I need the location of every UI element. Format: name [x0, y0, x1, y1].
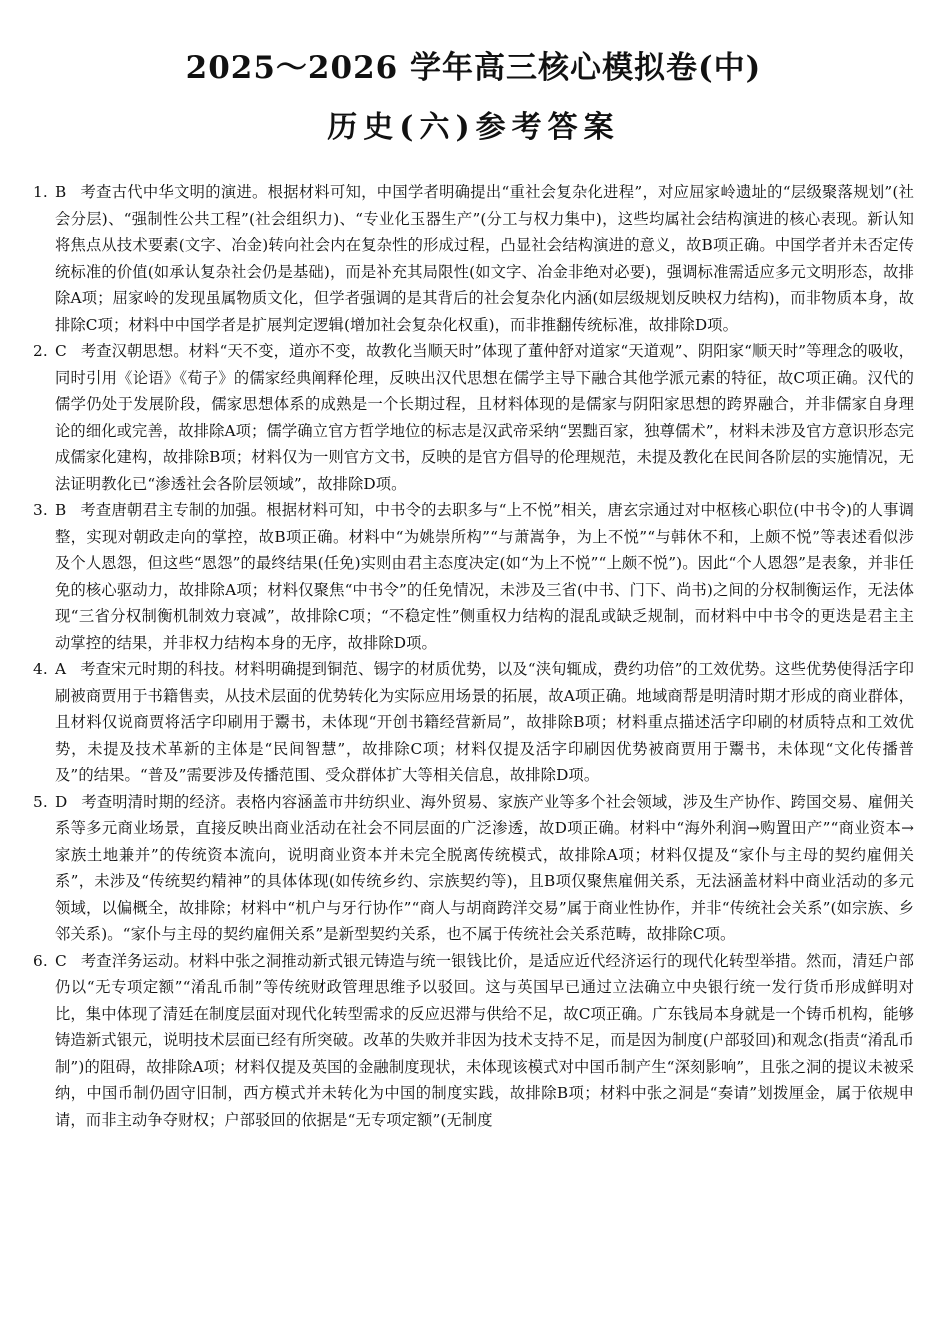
answer-explanation: 考查汉朝思想。材料“天不变，道亦不变，故教化当顺天时”体现了董仲舒对道家“天道观”、阴阳家“顺天时”等理念的吸收，同时引用《论语》《荀子》的儒家经典阐释伦理，反映出汉代思想在儒学主导下融合其他学派元素的特征，故C项正确。汉代的儒学仍处于发展阶段，儒家思想体系的成熟是一个长期过程，且材料体现的是儒家与阴阳家思想的跨界融合，并非儒家自身理论的细化或完善，故排除A项；儒学确立官方哲学地位的标志是汉武帝采纳“罢黜百家，独尊儒术”，材料未涉及官方意识形态完成儒家化建构，故排除B项；材料仅为一则官方文书，反映的是官方倡导的伦理规范，未提及教化在民间各阶层的实施情况，无法证明教化已“渗透社会各阶层领域”，故排除D项。: [55, 342, 914, 493]
question-number: 6.: [33, 951, 48, 970]
question-number: 2.: [33, 342, 48, 360]
question-number: 4.: [33, 660, 48, 678]
document-subtitle: 历史(六)参考答案: [327, 110, 620, 145]
answer-choice: A: [55, 660, 67, 678]
answer-choice: B: [55, 501, 67, 519]
question-number: 3.: [33, 501, 48, 519]
answer-item-4: [33, 656, 914, 789]
answer-choice: D: [55, 792, 68, 811]
question-number: 5.: [33, 792, 48, 811]
answer-explanation: 考查洋务运动。材料中张之洞推动新式银元铸造与统一银钱比价，是适应近代经济运行的现代化转型举措。然而，清廷户部仍以“无专项定额”“淆乱币制”等传统财政管理思维予以驳回。这与英国早已通过立法确立中央银行统一发行货币形成鲜明对比，集中体现了清廷在制度层面对现代化转型需求的反应迟滞与供给不足，故C项正确。广东钱局本身就是一个铸币机构，能够铸造新式银元，说明技术层面已经有所突破。改革的失败并非因为技术支持不足，而是因为制度(户部驳回)和观念(指责“淆乱币制”)的阻碍，故排除A项；材料仅提及英国的金融制度现状，未体现该模式对中国币制产生“深刻影响”，且张之洞的提议未被采纳，中国币制仍固守旧制，西方模式并未转化为中国的制度实践，故排除B项；材料中张之洞是“奏请”划拨厘金，属于依规申请，而非主动争夺财权；户部驳回的依据是“无专项定额”(无制度: [55, 951, 914, 1129]
answer-choice: C: [55, 342, 67, 360]
answer-explanation: 考查宋元时期的科技。材料明确提到铜范、锡字的材质优势，以及“浃旬辄成，费约功倍”的工效优势。这些优势使得活字印刷被商贾用于书籍售卖，从技术层面的优势转化为实际应用场景的拓展，故A项正确。地域商帮是明清时期才形成的商业群体，且材料仅说商贾将活字印刷用于鬻书，未体现“开创书籍经营新局”，故排除B项；材料重点描述活字印刷的材质特点和工效优势，未提及技术革新的主体是“民间智慧”，故排除C项；材料仅提及活字印刷因优势被商贾用于鬻书，未体现“文化传播普及”的结果。“普及”需要涉及传播范围、受众群体扩大等相关信息，故排除D项。: [55, 660, 914, 784]
answer-explanation: 考查明清时期的经济。表格内容涵盖市井纺织业、海外贸易、家族产业等多个社会领域，涉及生产协作、跨国交易、雇佣关系等多元商业场景，直接反映出商业活动在社会不同层面的广泛渗透，故D项正确。材料中“海外利润→购置田产”“商业资本→家族土地兼并”的传统资本流向，说明商业资本并未完全脱离传统模式，故排除A项；材料仅提及“家仆与主母的契约雇佣关系”，未涉及“传统契约精神”的具体体现(如传统乡约、宗族契约等)，且B项仅聚焦雇佣关系，无法涵盖材料中商业活动的多元领域，以偏概全，故排除；材料中“机户与牙行协作”“商人与胡商跨洋交易”属于商业性协作，并非“传统社会关系”(如宗族、乡邻关系)。“家仆与主母的契约雇佣关系”是新型契约关系，也不属于传统社会关系范畴，故排除C项。: [55, 792, 914, 943]
answer-explanation: 考查唐朝君主专制的加强。根据材料可知，中书令的去职多与“上不悦”相关，唐玄宗通过对中枢核心职位(中书令)的人事调整，实现对朝政走向的掌控，故B项正确。材料中“为姚崇所构”“与萧嵩争，为上不悦”“与韩休不和，上颇不悦”等表述看似涉及个人恩怨，但这些“恩怨”的最终结果(任免)实则由君主态度决定(如“为上不悦”“上颇不悦”)。因此“个人恩怨”是表象，并非任免的核心驱动力，故排除A项；材料仅聚焦“中书令”的任免情况，未涉及三省(中书、门下、尚书)之间的分权制衡运作，无法体现“三省分权制衡机制效力衰减”，故排除C项；“不稳定性”侧重权力结构的混乱或缺乏规制，而材料中中书令的更迭是君主主动掌控的结果，并非权力结构本身的无序，故排除D项。: [55, 501, 914, 652]
document-title: 2025～2026 学年高三核心模拟卷(中): [185, 50, 762, 86]
answer-choice: B: [55, 183, 67, 201]
answer-choice: C: [55, 951, 67, 970]
answer-list: [33, 179, 914, 1133]
answer-explanation: 考查古代中华文明的演进。根据材料可知，中国学者明确提出“重社会复杂化进程”，对应屈家岭遗址的“层级聚落规划”(社会分层)、“强制性公共工程”(社会组织力)、“专业化玉器生产”(分工与权力集中)，这些均属社会结构演进的核心表现。新认知将焦点从技术要素(文字、冶金)转向社会内在复杂性的形成过程，凸显社会结构演进的意义，故B项正确。中国学者并未否定传统标准的价值(如承认复杂社会仍是基础)，而是补充其局限性(如文字、冶金非绝对必要)，强调标准需适应多元文明形态，故排除A项；屈家岭的发现虽属物质文化，但学者强调的是其背后的社会复杂化内涵(如层级规划反映权力结构)，而非物质本身，故排除C项；材料中中国学者是扩展判定逻辑(增加社会复杂化权重)，而非推翻传统标准，故排除D项。: [55, 183, 914, 334]
answer-item-1: [33, 179, 914, 338]
answer-item-6: [33, 948, 914, 1134]
answer-item-2: [33, 338, 914, 497]
question-number: 1.: [33, 183, 48, 201]
answer-item-3: [33, 497, 914, 656]
answer-item-5: [33, 789, 914, 948]
